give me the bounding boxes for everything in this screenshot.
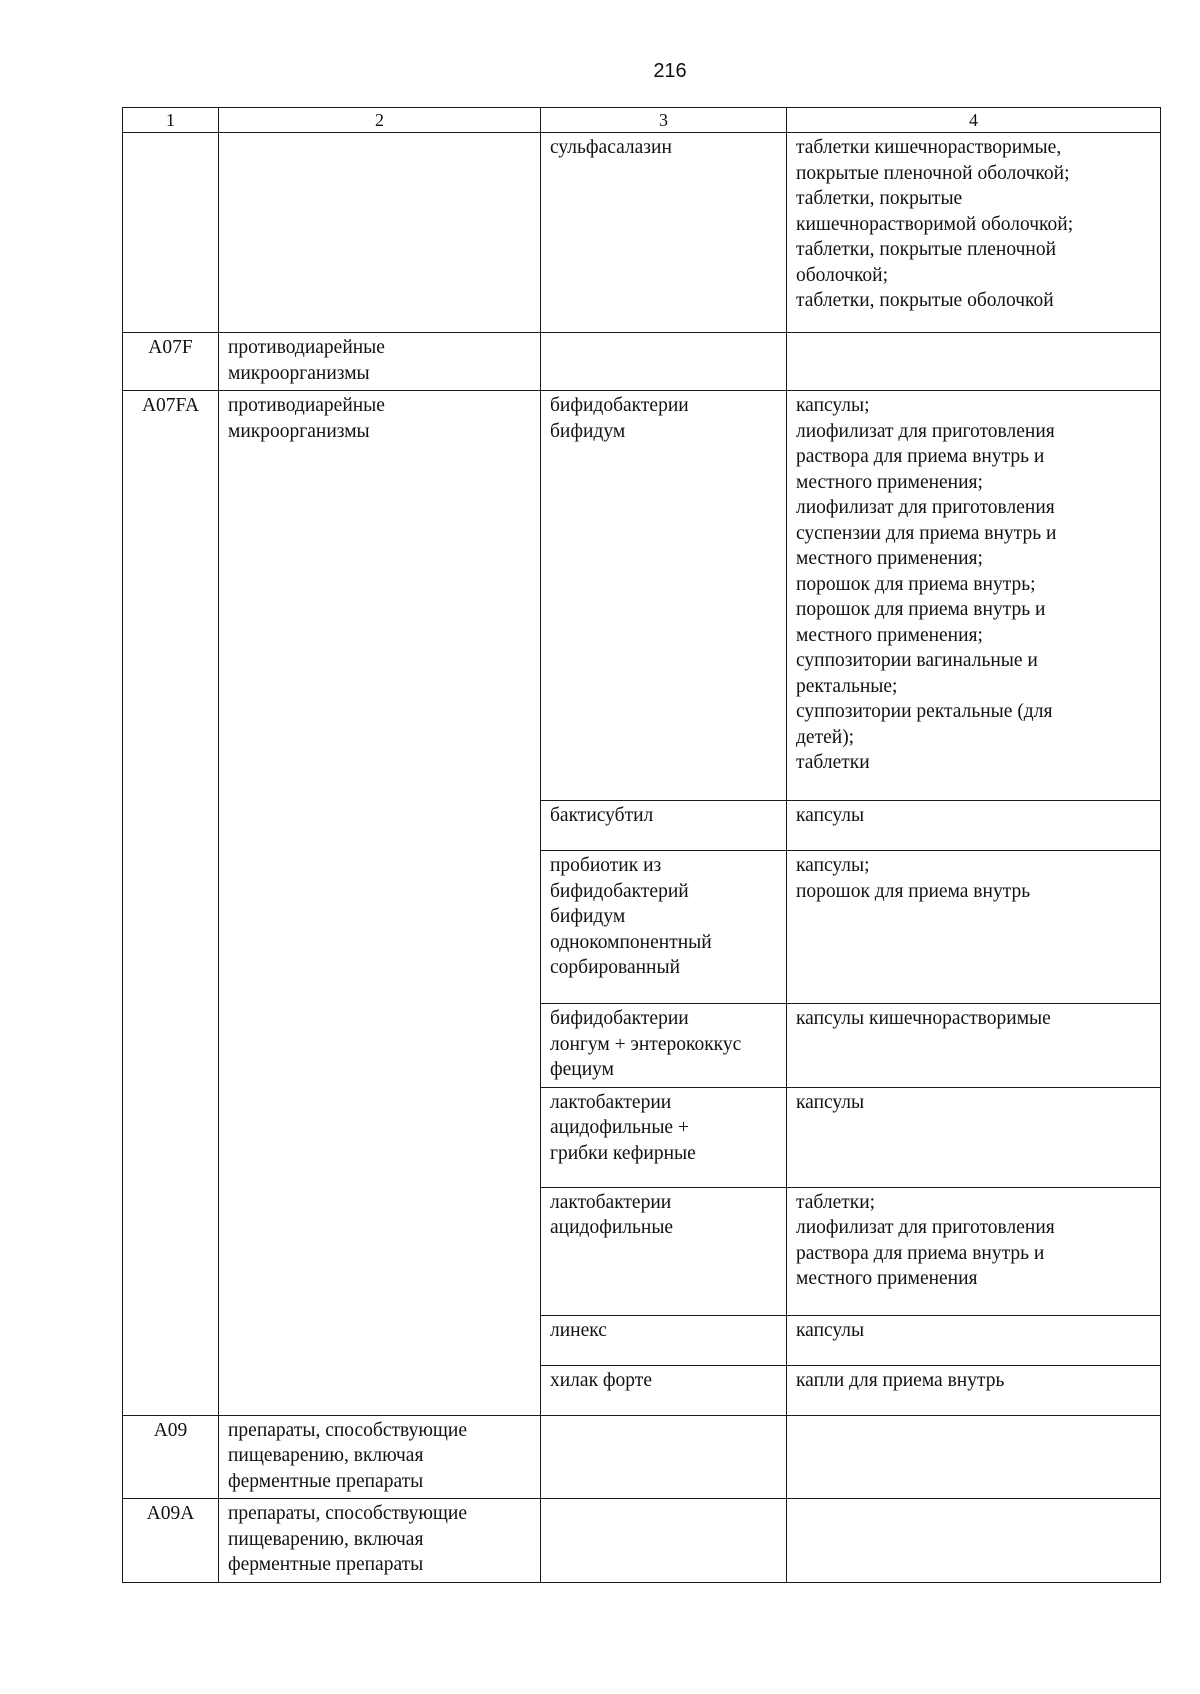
group-name-cell — [219, 391, 541, 1416]
drug-name-cell — [541, 1087, 787, 1187]
group-name-cell — [219, 333, 541, 391]
dosage-form-text: капсулы — [796, 1319, 865, 1341]
drug-name-text: лактобактерии ацидофильные + грибки кефирные — [550, 1091, 696, 1164]
dosage-form-cell — [787, 1315, 1161, 1365]
drug-name-text: лактобактерии ацидофильные — [550, 1191, 674, 1238]
dosage-form-cell — [787, 801, 1161, 851]
drug-name-text: сульфасалазин — [550, 137, 672, 158]
drug-name-text: бифидобактерии лонгум + энтерококкус фециум — [550, 1008, 742, 1080]
drug-name-text: линекс — [550, 1319, 607, 1341]
drug-name-cell — [541, 1415, 787, 1499]
group-name-text: противодиарейные микроорганизмы — [228, 395, 385, 442]
dosage-form-text: капсулы — [796, 805, 865, 826]
dosage-form-cell — [787, 1499, 1161, 1583]
dosage-form-cell — [787, 1004, 1161, 1088]
dosage-form-cell — [787, 1365, 1161, 1415]
group-name-text: препараты, способствующие пищеварению, включая ферментные препараты — [228, 1503, 467, 1575]
atc-code-cell: A09 — [123, 1415, 219, 1499]
table-row — [123, 133, 1161, 333]
drug-name-text: бифидобактерии бифидум — [550, 395, 689, 442]
dosage-form-cell — [787, 1415, 1161, 1499]
group-name-text: противодиарейные микроорганизмы — [228, 337, 385, 384]
page-number: 216 — [653, 60, 687, 82]
dosage-form-cell — [787, 391, 1161, 801]
dosage-form-cell — [787, 333, 1161, 391]
drug-table — [122, 107, 1161, 1583]
drug-name-cell — [541, 1315, 787, 1365]
drug-name-cell — [541, 801, 787, 851]
drug-name-cell — [541, 333, 787, 391]
drug-name-cell — [541, 1365, 787, 1415]
drug-name-text: пробиотик из бифидобактерий бифидум однокомпонентный сорбированный — [550, 855, 712, 978]
column-header-2: 2 — [219, 108, 541, 133]
dosage-form-cell — [787, 133, 1161, 333]
dosage-form-cell — [787, 1187, 1161, 1315]
table-row — [123, 1415, 1161, 1499]
drug-name-cell — [541, 391, 787, 801]
drug-name-text: бактисубтил — [550, 805, 654, 826]
atc-code-cell: A07F — [123, 333, 219, 391]
table-row — [123, 1499, 1161, 1583]
group-name-cell — [219, 1499, 541, 1583]
column-header-1: 1 — [123, 108, 219, 133]
drug-name-text: хилак форте — [550, 1369, 652, 1391]
drug-name-cell — [541, 133, 787, 333]
dosage-form-text: капсулы; лиофилизат для приготовления раствора для приема внутрь и местного применения; лиофилизат для приготовления суспензии для приема внутрь и местного применения; порошок для приема внутрь; порошок для приема внутрь и местного применения; суппозитории вагинальные и ректальные; суппозитории ректальные (для детей); таблетки — [796, 395, 1057, 773]
dosage-form-text: таблетки; лиофилизат для приготовления раствора для приема внутрь и местного применения — [796, 1191, 1055, 1289]
dosage-form-text: таблетки кишечнорастворимые, покрытые пленочной оболочкой; таблетки, покрытые кишечнорастворимой оболочкой; таблетки, покрытые пленочной оболочкой; таблетки, покрытые оболочкой — [796, 137, 1074, 311]
drug-name-cell — [541, 851, 787, 1004]
dosage-form-text: капли для приема внутрь — [796, 1369, 1005, 1391]
group-name-cell — [219, 133, 541, 333]
drug-name-cell — [541, 1004, 787, 1088]
atc-code-cell: A09A — [123, 1499, 219, 1583]
dosage-form-text: капсулы кишечнорастворимые — [796, 1008, 1051, 1029]
dosage-form-text: капсулы — [796, 1091, 865, 1113]
atc-code-cell: A07FA — [123, 391, 219, 1416]
dosage-form-cell — [787, 1087, 1161, 1187]
drug-name-cell — [541, 1499, 787, 1583]
column-header-3: 3 — [541, 108, 787, 133]
dosage-form-text: капсулы; порошок для приема внутрь — [796, 855, 1031, 902]
atc-code-cell — [123, 133, 219, 333]
column-header-4: 4 — [787, 108, 1161, 133]
group-name-text: препараты, способствующие пищеварению, включая ферментные препараты — [228, 1419, 467, 1492]
table-header-row — [123, 108, 1161, 133]
drug-name-cell — [541, 1187, 787, 1315]
dosage-form-cell — [787, 851, 1161, 1004]
table-row — [123, 333, 1161, 391]
table-row — [123, 391, 1161, 801]
group-name-cell — [219, 1415, 541, 1499]
